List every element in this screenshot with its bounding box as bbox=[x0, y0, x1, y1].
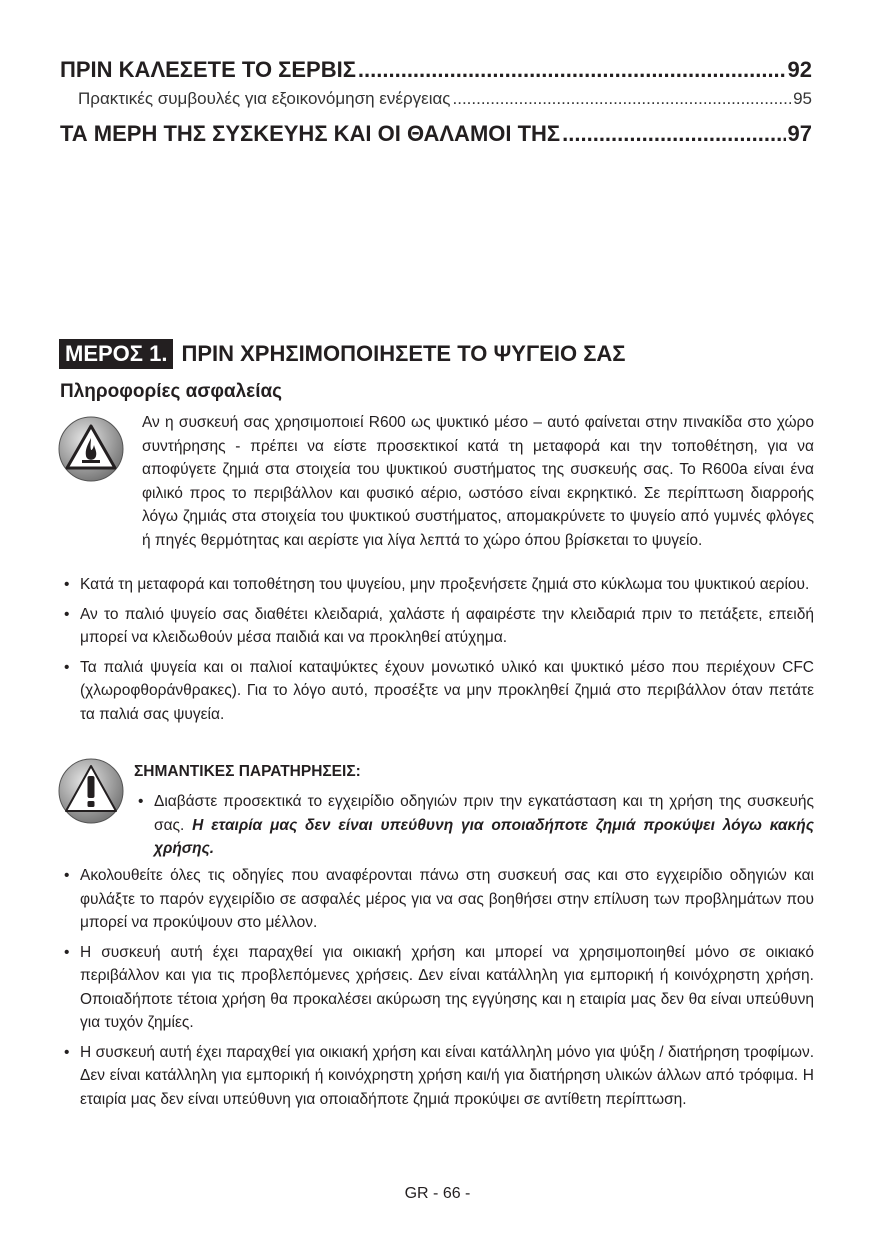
toc-page-number: 97 bbox=[787, 121, 812, 146]
note-text: Διαβάστε προσεκτικά το εγχειρίδιο οδηγιών πριν την εγκατάσταση και τη χρήση της συσκευής σας. bbox=[154, 793, 814, 834]
list-item: • Τα παλιά ψυγεία και οι παλιοί καταψύκτες έχουν μονωτικό υλικό και ψυκτικό μέσο που περιέχουν CFC (χλωροφθοράνθρακες). Για το λόγο αυτό, προσέξτε να μην προκληθεί ζημιά στο περιβάλλον όταν πετάτε τα παλιά σας ψυγεία. bbox=[60, 656, 814, 727]
note-emphasis: Η εταιρία μας δεν είναι υπεύθυνη για οποιαδήποτε ζημιά προκύψει λόγω κακής χρήσης. bbox=[154, 816, 814, 857]
part-heading bbox=[59, 339, 625, 369]
toc-title: Πρακτικές συμβουλές για εξοικονόμηση ενέργειας bbox=[78, 89, 451, 108]
flammable-warning-icon bbox=[58, 416, 124, 482]
important-notes-title: ΣΗΜΑΝΤΙΚΕΣ ΠΑΡΑΤΗΡΗΣΕΙΣ: bbox=[134, 763, 361, 780]
list-item: • Η συσκευή αυτή έχει παραχθεί για οικιακή χρήση και είναι κατάλληλη μόνο για ψύξη / διατήρηση τροφίμων. Δεν είναι κατάλληλη για εμπορική ή κοινόχρηστη χρήση και/ή για διατήρηση υλικών άλλων από τρόφιμα. Η εταιρία μας δεν είναι υπεύθυνη για οποιαδήποτε ζημιά προκύψει σε αντίθετη περίπτωση. bbox=[60, 1041, 814, 1112]
toc-entry-parts[interactable] bbox=[60, 121, 812, 147]
list-item: • Η συσκευή αυτή έχει παραχθεί για οικιακή χρήση και μπορεί να χρησιμοποιηθεί μόνο σε οικιακό περιβάλλον και για τις προβλεπόμενες χρήσεις. Δεν είναι κατάλληλη για εμπορική ή κοινόχρηστη χρήση. Οποιαδήποτε τέτοια χρήση θα προκαλέσει ακύρωση της εγγύησης και η εταιρία μας δεν θα είναι υπεύθυνη για τυχόν ζημίες. bbox=[60, 941, 814, 1035]
toc-title: ΤΑ ΜΕΡΗ ΤΗΣ ΣΥΣΚΕΥΗΣ ΚΑΙ ΟΙ ΘΑΛΑΜΟΙ ΤΗΣ bbox=[60, 121, 561, 146]
toc-entry-energy-saving[interactable] bbox=[78, 89, 812, 109]
important-notes-list bbox=[134, 790, 814, 861]
section-title: Πληροφορίες ασφαλείας bbox=[60, 381, 283, 402]
list-item: • Κατά τη μεταφορά και τοποθέτηση του ψυγείου, μην προξενήσετε ζημιά στο κύκλωμα του ψυκτικού αερίου. bbox=[60, 573, 814, 597]
toc-leader-dots bbox=[453, 89, 792, 109]
toc-page-number: 92 bbox=[787, 57, 812, 82]
list-item: • Αν το παλιό ψυγείο σας διαθέτει κλειδαριά, χαλάστε ή αφαιρέστε την κλειδαριά πριν το πετάξετε, επειδή μπορεί να κλειδωθούν μέσα παιδιά και να προκληθεί ατύχημα. bbox=[60, 603, 814, 650]
safety-bullet-list bbox=[60, 573, 814, 732]
toc-page-number: 95 bbox=[793, 89, 812, 108]
list-item bbox=[134, 790, 814, 861]
toc-leader-dots bbox=[562, 121, 785, 147]
toc-entry-service[interactable] bbox=[60, 57, 812, 83]
usage-bullet-list bbox=[60, 864, 814, 1117]
part-badge: ΜΕΡΟΣ 1. bbox=[59, 339, 173, 369]
page-number-footer: GR - 66 - bbox=[404, 1185, 471, 1202]
flammable-refrigerant-notice: Αν η συσκευή σας χρησιμοποιεί R600 ως ψυκτικό μέσο – αυτό φαίνεται στην πινακίδα στο χώρο συντήρησης - πρέπει να είστε προσεκτικοί κατά τη μεταφορά και την τοποθέτηση, για να αποφύγετε ζημιά στα στοιχεία του ψυκτικού συστήματος της συσκευής σας. Το R600a είναι ένα φιλικό προς το περιβάλλον και φυσικό αέριο, ωστόσο είναι εκρηκτικό. Σε περίπτωση διαρροής λόγω ζημιάς στα στοιχεία του ψυκτικού συστήματος, απομακρύνετε το ψυγείο από γυμνές φλόγες ή πηγές θερμότητας και αερίστε για λίγα λεπτά το χώρο όπου βρίσκεται το ψυγείο. bbox=[142, 414, 814, 549]
list-item: • Ακολουθείτε όλες τις οδηγίες που αναφέρονται πάνω στη συσκευή σας και στο εγχειρίδιο οδηγιών και φυλάξτε το παρόν εγχειρίδιο σε ασφαλές μέρος για να σας βοηθήσει στην επίλυση των προβλημάτων που μπορεί να προκύψουν στο μέλλον. bbox=[60, 864, 814, 935]
part-title: ΠΡΙΝ ΧΡΗΣΙΜΟΠΟΙΗΣΕΤΕ ΤΟ ΨΥΓΕΙΟ ΣΑΣ bbox=[181, 341, 626, 366]
toc-title: ΠΡΙΝ ΚΑΛΕΣΕΤΕ ΤΟ ΣΕΡΒΙΣ bbox=[60, 57, 356, 82]
exclamation-warning-icon bbox=[58, 758, 124, 824]
toc-leader-dots bbox=[358, 57, 786, 83]
